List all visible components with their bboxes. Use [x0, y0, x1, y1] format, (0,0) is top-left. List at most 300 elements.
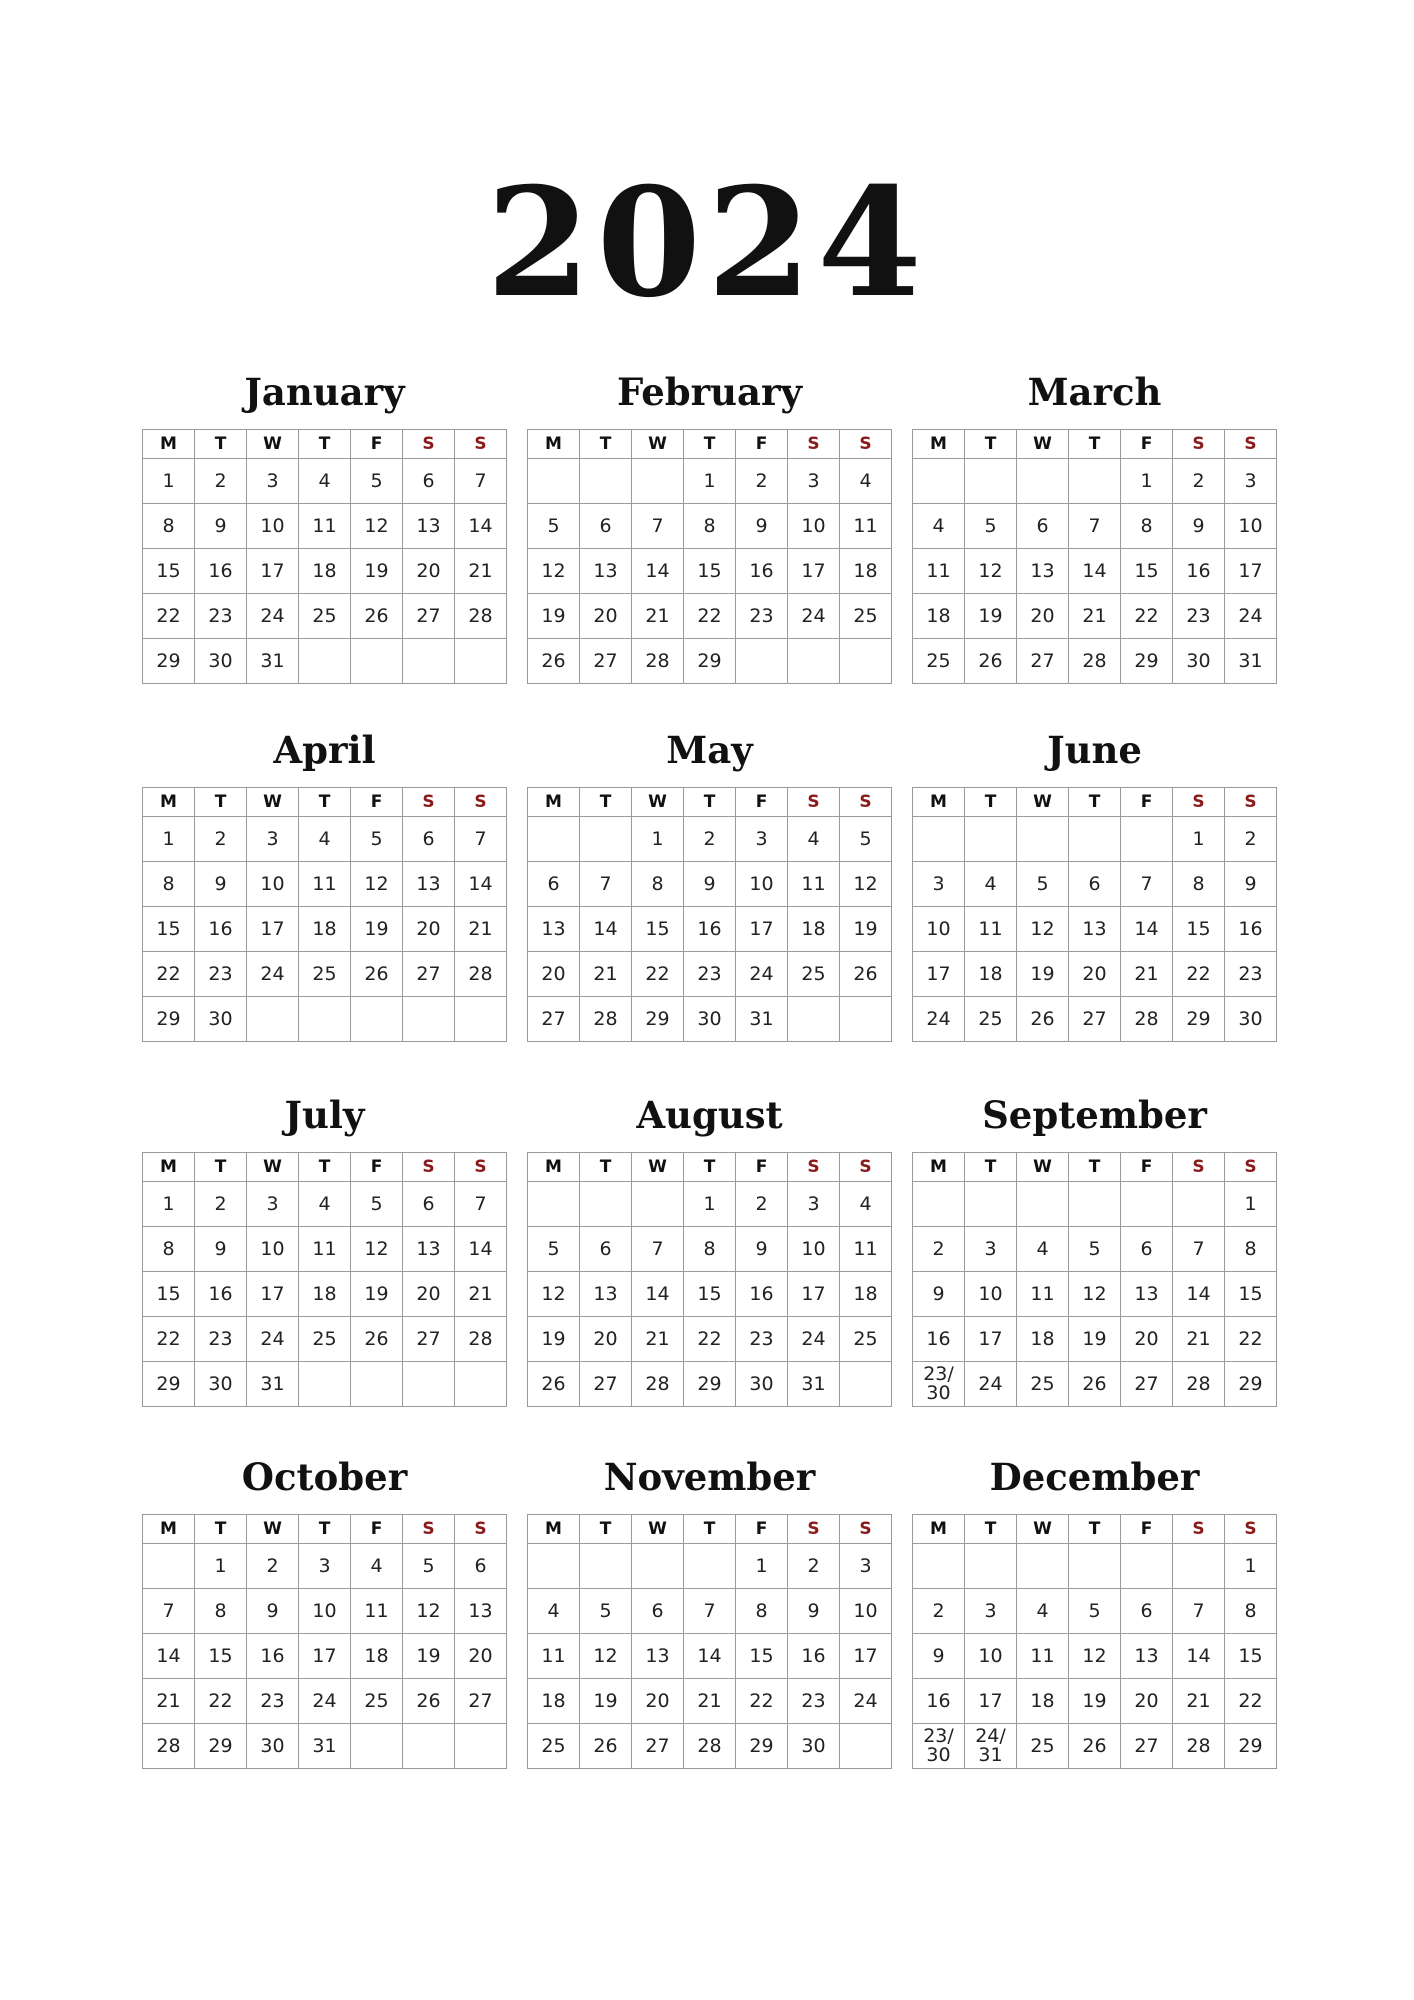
day-cell: 6 [1121, 1227, 1173, 1272]
weekday-label: S [1173, 1515, 1225, 1544]
day-cell: 5 [403, 1544, 455, 1589]
day-cell: 21 [1173, 1317, 1225, 1362]
weekday-label: T [684, 430, 736, 459]
day-cell: 21 [455, 549, 507, 594]
day-cell: 28 [1173, 1724, 1225, 1769]
month-grid [912, 1152, 1277, 1407]
day-cell: 16 [1173, 549, 1225, 594]
day-cell: 3 [788, 1182, 840, 1227]
day-cell: 22 [684, 594, 736, 639]
empty-cell [528, 1182, 580, 1227]
weekday-label: T [1069, 1153, 1121, 1182]
day-cell: 16 [913, 1317, 965, 1362]
day-cell: 2 [1225, 817, 1277, 862]
day-cell: 9 [1173, 504, 1225, 549]
day-cell: 25 [1017, 1724, 1069, 1769]
month-grid [527, 1152, 892, 1407]
day-cell: 2 [913, 1227, 965, 1272]
month-december [912, 1450, 1277, 1769]
day-cell: 18 [913, 594, 965, 639]
day-cell: 13 [403, 862, 455, 907]
day-cell: 23 [1173, 594, 1225, 639]
week-row [913, 504, 1277, 549]
empty-cell [455, 639, 507, 684]
empty-cell [788, 639, 840, 684]
week-row [528, 594, 892, 639]
day-cell: 20 [403, 549, 455, 594]
day-cell: 16 [247, 1634, 299, 1679]
empty-cell [1173, 1182, 1225, 1227]
day-cell: 4 [299, 1182, 351, 1227]
day-cell: 7 [632, 1227, 684, 1272]
month-october [142, 1450, 507, 1769]
week-row [143, 907, 507, 952]
week-row [143, 1679, 507, 1724]
day-cell: 9 [913, 1272, 965, 1317]
day-cell: 2 [788, 1544, 840, 1589]
day-cell: 10 [299, 1589, 351, 1634]
day-cell: 4 [299, 459, 351, 504]
week-row [528, 1589, 892, 1634]
day-cell: 11 [299, 504, 351, 549]
day-cell: 7 [684, 1589, 736, 1634]
day-cell: 23 [1225, 952, 1277, 997]
empty-cell [684, 1544, 736, 1589]
day-cell: 11 [1017, 1634, 1069, 1679]
empty-cell [913, 459, 965, 504]
day-cell: 17 [840, 1634, 892, 1679]
day-cell: 11 [840, 1227, 892, 1272]
day-cell: 20 [403, 907, 455, 952]
day-cell: 18 [840, 549, 892, 594]
weekday-label: S [840, 1153, 892, 1182]
day-cell: 2 [1173, 459, 1225, 504]
day-cell: 27 [632, 1724, 684, 1769]
month-name: November [603, 1455, 816, 1499]
week-row [528, 1227, 892, 1272]
day-cell: 12 [351, 504, 403, 549]
day-cell: 21 [632, 594, 684, 639]
weekday-label: S [1173, 788, 1225, 817]
day-cell: 26 [1069, 1362, 1121, 1407]
day-cell: 8 [1121, 504, 1173, 549]
week-row [143, 1634, 507, 1679]
day-cell: 28 [455, 952, 507, 997]
day-cell: 2 [736, 459, 788, 504]
day-cell: 19 [1069, 1679, 1121, 1724]
week-row [143, 1317, 507, 1362]
day-cell: 1 [1121, 459, 1173, 504]
week-row [913, 817, 1277, 862]
day-cell: 22 [195, 1679, 247, 1724]
day-cell: 4 [788, 817, 840, 862]
day-cell: 13 [1121, 1634, 1173, 1679]
weekday-label: S [840, 788, 892, 817]
day-cell: 4 [351, 1544, 403, 1589]
day-cell: 15 [632, 907, 684, 952]
day-cell: 29 [143, 1362, 195, 1407]
day-cell: 13 [1017, 549, 1069, 594]
week-row [143, 817, 507, 862]
day-cell: 14 [455, 504, 507, 549]
empty-cell [528, 1544, 580, 1589]
day-cell: 8 [195, 1589, 247, 1634]
day-cell: 12 [1017, 907, 1069, 952]
day-cell: 5 [840, 817, 892, 862]
day-cell: 14 [1173, 1634, 1225, 1679]
empty-cell [1121, 1544, 1173, 1589]
day-cell: 1 [632, 817, 684, 862]
weekday-label: T [684, 1515, 736, 1544]
day-cell: 23 [736, 1317, 788, 1362]
day-cell: 10 [788, 1227, 840, 1272]
day-cell: 3 [247, 459, 299, 504]
day-cell: 2 [247, 1544, 299, 1589]
day-cell: 4 [1017, 1227, 1069, 1272]
weekday-label: S [455, 1515, 507, 1544]
weekday-label: F [736, 1153, 788, 1182]
day-cell: 9 [247, 1589, 299, 1634]
day-cell: 2 [913, 1589, 965, 1634]
day-cell: 18 [528, 1679, 580, 1724]
day-cell: 15 [1173, 907, 1225, 952]
empty-cell [736, 639, 788, 684]
week-row [528, 1544, 892, 1589]
day-cell: 21 [143, 1679, 195, 1724]
day-cell: 5 [1069, 1589, 1121, 1634]
day-cell: 12 [840, 862, 892, 907]
week-row [913, 997, 1277, 1042]
week-row [913, 594, 1277, 639]
day-cell: 3 [788, 459, 840, 504]
weekday-label: T [1069, 1515, 1121, 1544]
day-cell: 27 [580, 639, 632, 684]
day-cell-split: 23/ 30 [913, 1362, 965, 1407]
day-cell: 22 [632, 952, 684, 997]
weekday-label: W [247, 430, 299, 459]
weekday-label: W [632, 430, 684, 459]
day-cell: 3 [247, 1182, 299, 1227]
weekday-label: F [1121, 1515, 1173, 1544]
day-cell: 17 [247, 1272, 299, 1317]
day-cell: 25 [788, 952, 840, 997]
day-cell: 17 [1225, 549, 1277, 594]
day-cell: 5 [1069, 1227, 1121, 1272]
day-cell: 19 [840, 907, 892, 952]
day-cell: 24 [788, 594, 840, 639]
day-cell: 8 [1225, 1589, 1277, 1634]
week-row [143, 1589, 507, 1634]
day-cell: 4 [913, 504, 965, 549]
day-cell: 13 [632, 1634, 684, 1679]
day-cell: 15 [143, 1272, 195, 1317]
week-row [528, 1182, 892, 1227]
empty-cell [913, 817, 965, 862]
day-cell: 26 [351, 952, 403, 997]
day-cell: 10 [788, 504, 840, 549]
weekday-label: W [632, 788, 684, 817]
empty-cell [632, 459, 684, 504]
week-row [913, 459, 1277, 504]
day-cell: 27 [1121, 1724, 1173, 1769]
day-cell: 22 [1173, 952, 1225, 997]
weekday-label: S [1225, 788, 1277, 817]
day-cell: 31 [788, 1362, 840, 1407]
day-cell: 22 [1225, 1679, 1277, 1724]
week-row [143, 952, 507, 997]
month-july [142, 1088, 507, 1407]
weekday-header-row [143, 788, 507, 817]
day-cell: 13 [580, 549, 632, 594]
day-cell: 28 [684, 1724, 736, 1769]
day-cell: 8 [1225, 1227, 1277, 1272]
day-cell: 30 [195, 1362, 247, 1407]
day-cell: 30 [788, 1724, 840, 1769]
month-name: February [616, 370, 803, 414]
day-cell: 30 [195, 997, 247, 1042]
day-cell: 29 [1121, 639, 1173, 684]
day-cell: 17 [913, 952, 965, 997]
weekday-label: T [299, 788, 351, 817]
weekday-label: F [736, 430, 788, 459]
day-cell: 26 [528, 1362, 580, 1407]
week-row [913, 1317, 1277, 1362]
day-cell: 26 [580, 1724, 632, 1769]
day-cell: 15 [1121, 549, 1173, 594]
day-cell: 6 [632, 1589, 684, 1634]
day-cell: 29 [143, 639, 195, 684]
day-cell: 15 [736, 1634, 788, 1679]
month-grid [912, 1514, 1277, 1769]
week-row [913, 952, 1277, 997]
weekday-label: S [840, 1515, 892, 1544]
month-august [527, 1088, 892, 1407]
day-cell: 30 [247, 1724, 299, 1769]
week-row [143, 1362, 507, 1407]
day-cell: 4 [1017, 1589, 1069, 1634]
week-row [913, 549, 1277, 594]
week-row [913, 639, 1277, 684]
month-january [142, 365, 507, 684]
day-cell: 7 [455, 459, 507, 504]
day-cell: 10 [965, 1272, 1017, 1317]
day-cell: 12 [1069, 1634, 1121, 1679]
week-row [913, 1227, 1277, 1272]
weekday-label: F [736, 788, 788, 817]
week-row [528, 862, 892, 907]
weekday-label: T [195, 430, 247, 459]
week-row [528, 1272, 892, 1317]
day-cell: 10 [1225, 504, 1277, 549]
month-name: April [273, 728, 376, 772]
day-cell: 6 [403, 1182, 455, 1227]
weekday-label: S [1173, 430, 1225, 459]
day-cell: 28 [1121, 997, 1173, 1042]
day-cell: 29 [684, 639, 736, 684]
empty-cell [840, 997, 892, 1042]
day-cell: 4 [528, 1589, 580, 1634]
day-cell: 19 [403, 1634, 455, 1679]
month-grid [527, 429, 892, 684]
day-cell: 4 [299, 817, 351, 862]
weekday-label: F [1121, 788, 1173, 817]
week-row [143, 862, 507, 907]
day-cell: 5 [351, 459, 403, 504]
day-cell: 1 [736, 1544, 788, 1589]
day-cell: 5 [351, 817, 403, 862]
day-cell: 4 [965, 862, 1017, 907]
day-cell: 8 [736, 1589, 788, 1634]
day-cell: 24 [299, 1679, 351, 1724]
day-cell: 21 [1173, 1679, 1225, 1724]
day-cell: 14 [455, 1227, 507, 1272]
week-row [913, 1724, 1277, 1769]
empty-cell [913, 1544, 965, 1589]
day-cell: 19 [528, 594, 580, 639]
day-cell: 12 [351, 1227, 403, 1272]
day-cell: 6 [1121, 1589, 1173, 1634]
week-row [913, 1182, 1277, 1227]
weekday-label: M [143, 430, 195, 459]
day-cell: 19 [351, 1272, 403, 1317]
day-cell: 5 [965, 504, 1017, 549]
day-cell: 9 [736, 504, 788, 549]
week-row [143, 1182, 507, 1227]
weekday-label: M [143, 1153, 195, 1182]
week-row [913, 1679, 1277, 1724]
day-cell: 27 [403, 952, 455, 997]
day-cell: 23 [736, 594, 788, 639]
week-row [143, 639, 507, 684]
day-cell: 22 [684, 1317, 736, 1362]
day-cell: 21 [580, 952, 632, 997]
week-row [528, 997, 892, 1042]
day-cell: 6 [403, 459, 455, 504]
day-cell: 7 [1173, 1227, 1225, 1272]
day-cell: 1 [143, 817, 195, 862]
weekday-label: T [580, 430, 632, 459]
week-row [528, 817, 892, 862]
empty-cell [965, 1182, 1017, 1227]
day-cell: 23 [684, 952, 736, 997]
day-cell: 6 [528, 862, 580, 907]
day-cell: 7 [632, 504, 684, 549]
day-cell: 11 [840, 504, 892, 549]
day-cell: 12 [351, 862, 403, 907]
day-cell: 27 [455, 1679, 507, 1724]
day-cell: 24 [788, 1317, 840, 1362]
day-cell: 20 [528, 952, 580, 997]
day-cell: 18 [299, 549, 351, 594]
month-name: July [284, 1093, 365, 1137]
empty-cell [632, 1544, 684, 1589]
week-row [528, 1317, 892, 1362]
week-row [143, 997, 507, 1042]
weekday-label: S [455, 788, 507, 817]
day-cell: 14 [580, 907, 632, 952]
day-cell: 16 [788, 1634, 840, 1679]
month-grid [142, 1514, 507, 1769]
day-cell: 6 [1069, 862, 1121, 907]
day-cell: 25 [965, 997, 1017, 1042]
day-cell: 19 [351, 907, 403, 952]
empty-cell [1017, 459, 1069, 504]
day-cell: 1 [684, 1182, 736, 1227]
empty-cell [528, 817, 580, 862]
week-row [143, 1724, 507, 1769]
week-row [913, 1272, 1277, 1317]
day-cell: 2 [736, 1182, 788, 1227]
day-cell: 27 [528, 997, 580, 1042]
day-cell: 29 [1225, 1724, 1277, 1769]
day-cell: 29 [143, 997, 195, 1042]
weekday-label: M [528, 788, 580, 817]
day-cell: 17 [965, 1679, 1017, 1724]
weekday-header-row [528, 1153, 892, 1182]
empty-cell [351, 1362, 403, 1407]
weekday-header-row [143, 430, 507, 459]
day-cell: 6 [455, 1544, 507, 1589]
day-cell: 24 [736, 952, 788, 997]
weekday-label: S [403, 430, 455, 459]
empty-cell [1069, 1182, 1121, 1227]
weekday-label: W [247, 1515, 299, 1544]
empty-cell [580, 1182, 632, 1227]
day-cell: 8 [684, 504, 736, 549]
day-cell: 3 [913, 862, 965, 907]
day-cell: 27 [1121, 1362, 1173, 1407]
day-cell: 13 [580, 1272, 632, 1317]
day-cell: 26 [351, 1317, 403, 1362]
weekday-label: M [143, 788, 195, 817]
weekday-label: S [1173, 1153, 1225, 1182]
day-cell: 9 [684, 862, 736, 907]
day-cell: 6 [403, 817, 455, 862]
day-cell: 14 [455, 862, 507, 907]
day-cell: 28 [143, 1724, 195, 1769]
empty-cell [965, 459, 1017, 504]
day-cell: 2 [684, 817, 736, 862]
day-cell: 31 [299, 1724, 351, 1769]
day-cell: 29 [632, 997, 684, 1042]
day-cell: 10 [247, 504, 299, 549]
empty-cell [403, 639, 455, 684]
day-cell: 24 [913, 997, 965, 1042]
weekday-header-row [143, 1515, 507, 1544]
day-cell: 1 [1173, 817, 1225, 862]
day-cell: 16 [684, 907, 736, 952]
day-cell: 5 [528, 504, 580, 549]
day-cell: 8 [632, 862, 684, 907]
month-june [912, 723, 1277, 1042]
day-cell: 21 [1069, 594, 1121, 639]
weekday-label: S [788, 788, 840, 817]
weekday-label: T [299, 1153, 351, 1182]
day-cell: 7 [1121, 862, 1173, 907]
weekday-label: W [1017, 1515, 1069, 1544]
day-cell: 27 [1017, 639, 1069, 684]
weekday-header-row [913, 788, 1277, 817]
day-cell: 19 [528, 1317, 580, 1362]
empty-cell [247, 997, 299, 1042]
month-grid [527, 787, 892, 1042]
weekday-label: T [965, 430, 1017, 459]
day-cell: 7 [1173, 1589, 1225, 1634]
day-cell: 17 [247, 907, 299, 952]
weekday-label: F [351, 430, 403, 459]
empty-cell [1069, 817, 1121, 862]
day-cell: 28 [455, 594, 507, 639]
